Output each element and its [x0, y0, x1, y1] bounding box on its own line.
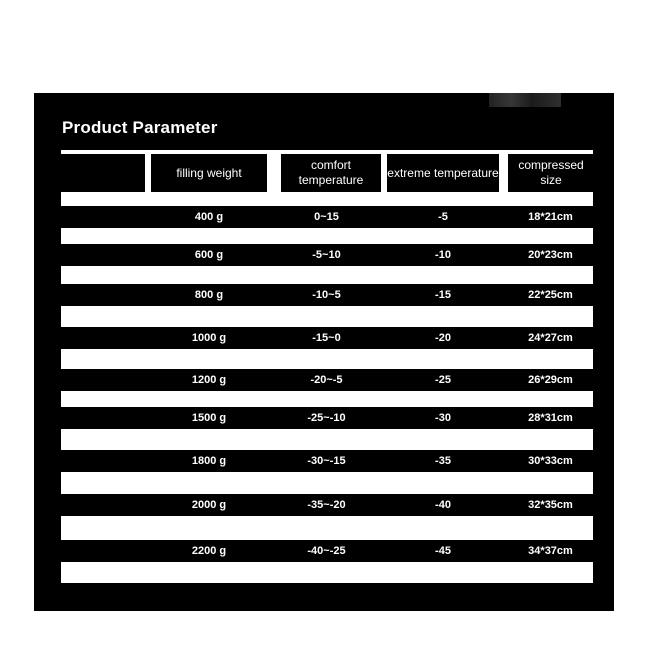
cell-comfort: -30~-15	[272, 450, 381, 472]
cell-extreme: -40	[387, 494, 499, 516]
cell-weight: 1200 g	[151, 369, 267, 391]
cell-comfort: -35~-20	[272, 494, 381, 516]
cell-size: 20*23cm	[507, 244, 594, 266]
header-compressed-size: compressed size	[508, 154, 594, 192]
header-blank	[61, 154, 145, 192]
cell-extreme: -10	[387, 244, 499, 266]
cell-size: 34*37cm	[507, 540, 594, 562]
cell-size: 30*33cm	[507, 450, 594, 472]
cell-comfort: 0~15	[272, 206, 381, 228]
cell-extreme: -5	[387, 206, 499, 228]
header-comfort-temperature: comfort temperature	[281, 154, 381, 192]
cell-size: 18*21cm	[507, 206, 594, 228]
page-title: Product Parameter	[62, 118, 218, 137]
cell-comfort: -5~10	[272, 244, 381, 266]
cell-weight: 800 g	[151, 284, 267, 306]
cell-weight: 400 g	[151, 206, 267, 228]
cell-extreme: -35	[387, 450, 499, 472]
header-extreme-temperature: extreme temperature	[387, 154, 499, 192]
cell-weight: 1800 g	[151, 450, 267, 472]
texture-patch	[489, 93, 561, 107]
cell-size: 32*35cm	[507, 494, 594, 516]
cell-comfort: -25~-10	[272, 407, 381, 429]
cell-extreme: -15	[387, 284, 499, 306]
cell-extreme: -45	[387, 540, 499, 562]
cell-size: 28*31cm	[507, 407, 594, 429]
cell-comfort: -20~-5	[272, 369, 381, 391]
cell-weight: 1500 g	[151, 407, 267, 429]
cell-weight: 1000 g	[151, 327, 267, 349]
cell-extreme: -25	[387, 369, 499, 391]
cell-weight: 600 g	[151, 244, 267, 266]
cell-comfort: -10~5	[272, 284, 381, 306]
cell-comfort: -15~0	[272, 327, 381, 349]
cell-extreme: -30	[387, 407, 499, 429]
cell-weight: 2200 g	[151, 540, 267, 562]
cell-comfort: -40~-25	[272, 540, 381, 562]
cell-extreme: -20	[387, 327, 499, 349]
title-shadow-block	[390, 108, 560, 148]
cell-size: 26*29cm	[507, 369, 594, 391]
cell-size: 24*27cm	[507, 327, 594, 349]
cell-weight: 2000 g	[151, 494, 267, 516]
cell-size: 22*25cm	[507, 284, 594, 306]
header-filling-weight: filling weight	[151, 154, 267, 192]
